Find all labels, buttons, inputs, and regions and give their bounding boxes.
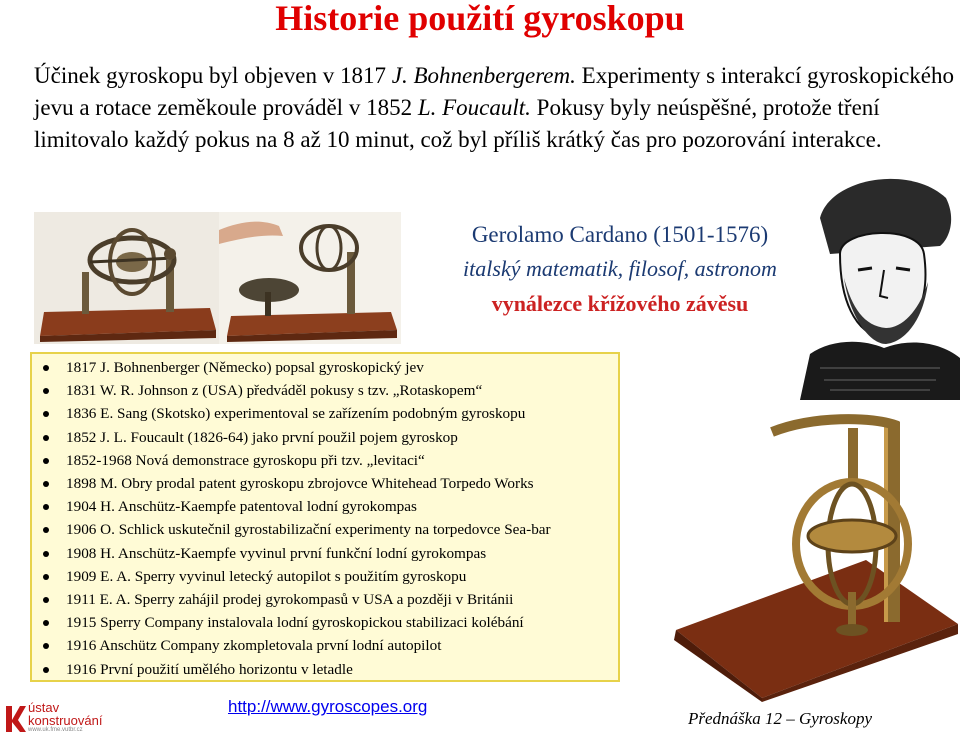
- intro-text-1: Účinek gyroskopu byl objeven v 1817: [34, 63, 392, 88]
- timeline-item: 1898 M. Obry prodal patent gyroskopu zbrojovce Whitehead Torpedo Works: [32, 472, 618, 495]
- timeline-item: 1817 J. Bohnenberger (Německo) popsal gyroskopický jev: [32, 356, 618, 379]
- gyroscope-illustration-2: [219, 212, 401, 344]
- intro-text-3: Pokusy byly neúspěšné, protože tření limitovalo každý pokus na 8 až 10 minut, což byl příliš krátký čas pro pozorování interakce.: [34, 95, 882, 152]
- logo-line-2: konstruování: [28, 713, 103, 728]
- timeline-item: 1904 H. Anschütz-Kaempfe patentoval lodní gyrokompas: [32, 495, 618, 518]
- intro-paragraph: [34, 60, 954, 156]
- gyroscope-photo-2: [219, 212, 401, 344]
- intro-bohnenberger: J. Bohnenbergerem.: [391, 63, 576, 88]
- timeline-item: 1908 H. Anschütz-Kaempfe vyvinul první funkční lodní gyrokompas: [32, 542, 618, 565]
- cardano-role: italský matematik, filosof, astronom: [463, 256, 777, 281]
- institute-logo: [4, 702, 144, 736]
- cardano-name: Gerolamo Cardano (1501-1576): [471, 222, 769, 247]
- slide-title: Historie použití gyroskopu: [275, 0, 685, 38]
- cardano-info: [430, 218, 810, 322]
- gyroscope-illustration-1: [34, 212, 220, 344]
- logo-line-3: www.uk.fme.vutbr.cz: [28, 727, 83, 733]
- gyroscopes-link[interactable]: http://www.gyroscopes.org: [228, 697, 428, 716]
- timeline-item: 1906 O. Schlick uskutečnil gyrostabilizační experimenty na torpedovce Sea-bar: [32, 518, 618, 541]
- intro-foucault: L. Foucault.: [417, 95, 531, 120]
- intro-text-2: Experimenty s interakcí gyroskopického jevu a rotace zeměkoule prováděl v 1852: [34, 63, 955, 120]
- timeline-box: [30, 352, 620, 682]
- timeline-item: 1911 E. A. Sperry zahájil prodej gyrokompasů v USA a později v Británii: [32, 588, 618, 611]
- gyroscope-photo-1: [34, 212, 220, 344]
- timeline-list: [32, 356, 618, 681]
- cardano-portrait: [800, 158, 960, 400]
- timeline-item: 1836 E. Sang (Skotsko) experimentoval se zařízením podobným gyroskopu: [32, 402, 618, 425]
- gyroscope-illustration-3: [652, 402, 960, 702]
- timeline-item: 1852 J. L. Foucault (1826-64) jako první použil pojem gyroskop: [32, 426, 618, 449]
- timeline-item: 1831 W. R. Johnson z (USA) předváděl pokusy s tzv. „Rotaskopem“: [32, 379, 618, 402]
- timeline-item: 1916 Anschütz Company zkompletovala první lodní autopilot: [32, 634, 618, 657]
- timeline-item: 1852-1968 Nová demonstrace gyroskopu při tzv. „levitaci“: [32, 449, 618, 472]
- timeline-item: 1909 E. A. Sperry vyvinul letecký autopilot s použitím gyroskopu: [32, 565, 618, 588]
- timeline-item: 1916 První použití umělého horizontu v letadle: [32, 658, 618, 681]
- lecture-footer: Přednáška 12 – Gyroskopy: [688, 709, 872, 728]
- cardano-engraving: [800, 158, 960, 400]
- cardano-invention: vynálezce křížového závěsu: [491, 291, 749, 316]
- uk-logo-icon: [4, 704, 26, 734]
- gyroscope-photo-3: [652, 402, 960, 702]
- timeline-item: 1915 Sperry Company instalovala lodní gyroskopickou stabilizaci kolébání: [32, 611, 618, 634]
- logo-line-1: ústav: [28, 700, 60, 715]
